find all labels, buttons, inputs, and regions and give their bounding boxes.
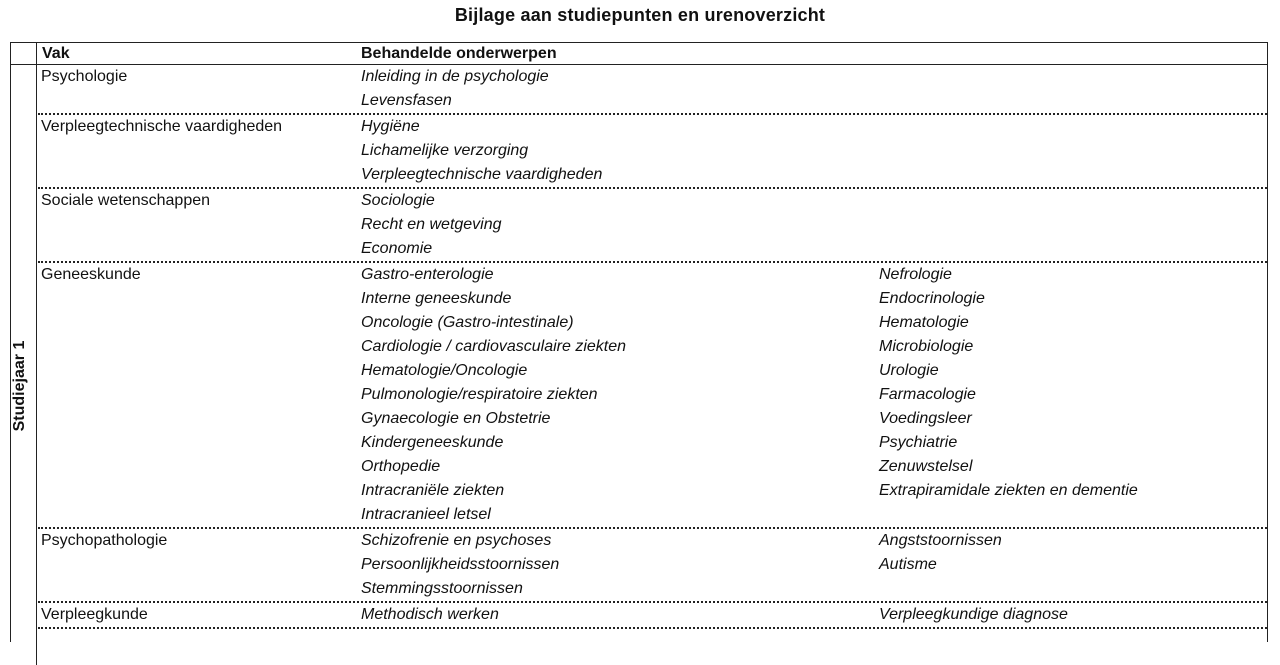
header-onderwerpen: Behandelde onderwerpen: [361, 45, 557, 62]
vak-label: Verpleegtechnische vaardigheden: [41, 118, 283, 135]
page-title: Bijlage aan studiepunten en urenoverzicht: [454, 5, 826, 25]
topic-row: [38, 115, 1267, 139]
topic-primary: Levensfasen: [361, 92, 452, 109]
topic-secondary: Verpleegkundige diagnose: [879, 606, 1068, 623]
topic-primary: Economie: [361, 240, 433, 257]
overview-table: [10, 42, 1268, 642]
topic-secondary: Extrapiramidale ziekten en dementie: [879, 482, 1138, 499]
topic-primary: Kindergeneeskunde: [361, 434, 504, 451]
topic-row: [38, 263, 1267, 287]
year-label: Studiejaar 1: [11, 340, 28, 432]
topic-row: [38, 237, 1267, 261]
topic-row: [38, 503, 1267, 527]
topic-row: [38, 189, 1267, 213]
topic-row: [38, 359, 1267, 383]
topic-primary: Stemmingsstoornissen: [361, 580, 523, 597]
section-sociale-wetenschappen: [38, 189, 1267, 263]
topic-secondary: Angststoornissen: [879, 532, 1002, 549]
topic-secondary: Psychiatrie: [879, 434, 958, 451]
vak-label: Psychopathologie: [41, 532, 168, 549]
section-psychopathologie: [38, 529, 1267, 603]
section-psychologie: [38, 65, 1267, 115]
topic-row: [38, 577, 1267, 601]
topic-secondary: Hematologie: [879, 314, 969, 331]
topic-primary: Persoonlijkheidsstoornissen: [361, 556, 560, 573]
topic-primary: Methodisch werken: [361, 606, 499, 623]
topic-primary: Oncologie (Gastro-intestinale): [361, 314, 574, 331]
topic-primary: Intracraniële ziekten: [361, 482, 505, 499]
topic-secondary: Microbiologie: [879, 338, 974, 355]
table-header-row: [11, 43, 1267, 65]
vak-label: Geneeskunde: [41, 266, 141, 283]
topic-secondary: Urologie: [879, 362, 939, 379]
topic-primary: Recht en wetgeving: [361, 216, 502, 233]
topic-row: [38, 89, 1267, 113]
topic-primary: Pulmonologie/respiratoire ziekten: [361, 386, 598, 403]
section-verpleegkunde: [38, 603, 1267, 629]
header-year-cell: [11, 43, 37, 65]
topic-secondary: Zenuwstelsel: [879, 458, 973, 475]
topic-primary: Gastro-enterologie: [361, 266, 494, 283]
topic-primary: Schizofrenie en psychoses: [361, 532, 552, 549]
topic-row: [38, 553, 1267, 577]
topic-row: [38, 213, 1267, 237]
topic-primary: Cardiologie / cardiovasculaire ziekten: [361, 338, 627, 355]
topic-primary: Verpleegtechnische vaardigheden: [361, 166, 603, 183]
topic-primary: Sociologie: [361, 192, 435, 209]
topic-primary: Interne geneeskunde: [361, 290, 512, 307]
topic-row: [38, 311, 1267, 335]
topic-primary: Inleiding in de psychologie: [361, 68, 549, 85]
topic-primary: Lichamelijke verzorging: [361, 142, 529, 159]
topic-primary: Orthopedie: [361, 458, 441, 475]
topic-row: [38, 287, 1267, 311]
topic-secondary: Nefrologie: [879, 266, 952, 283]
topic-secondary: Autisme: [879, 556, 937, 573]
topic-primary: Gynaecologie en Obstetrie: [361, 410, 551, 427]
topic-row: [38, 383, 1267, 407]
topic-secondary: Voedingsleer: [879, 410, 972, 427]
sections-container: [38, 65, 1267, 629]
section-geneeskunde: [38, 263, 1267, 529]
vak-label: Sociale wetenschappen: [41, 192, 211, 209]
section-verpleegtechnische-vaardigheden: [38, 115, 1267, 189]
topic-row: [38, 65, 1267, 89]
topic-row: [38, 139, 1267, 163]
header-vak: Vak: [42, 45, 70, 62]
topic-secondary: Endocrinologie: [879, 290, 985, 307]
topic-primary: Hygiëne: [361, 118, 420, 135]
vak-label: Psychologie: [41, 68, 128, 85]
topic-row: [38, 431, 1267, 455]
vak-label: Verpleegkunde: [41, 606, 148, 623]
topic-primary: Hematologie/Oncologie: [361, 362, 528, 379]
topic-primary: Intracranieel letsel: [361, 506, 491, 523]
topic-row: [38, 335, 1267, 359]
topic-row: [38, 407, 1267, 431]
topic-row: [38, 479, 1267, 503]
year-column: [11, 65, 37, 665]
topic-secondary: Farmacologie: [879, 386, 976, 403]
topic-row: [38, 163, 1267, 187]
topic-row: [38, 529, 1267, 553]
topic-row: [38, 455, 1267, 479]
topic-row: [38, 603, 1267, 627]
